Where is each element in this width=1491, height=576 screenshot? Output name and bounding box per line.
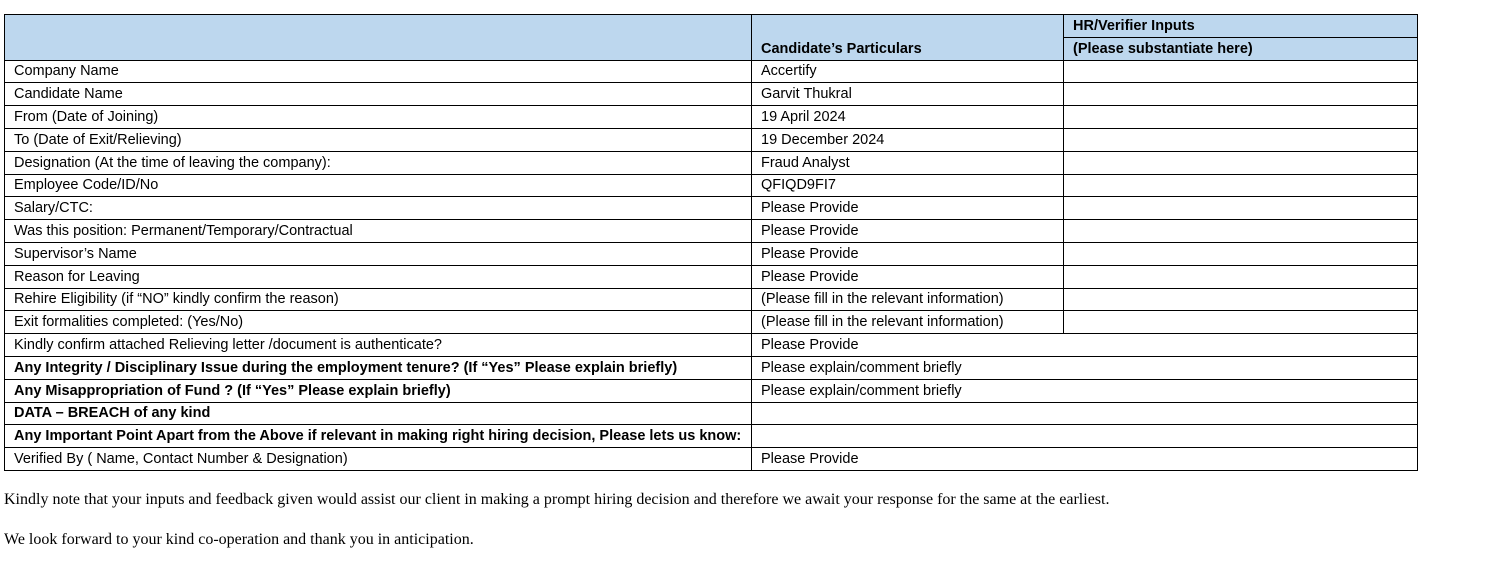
row-value: Please explain/comment briefly — [752, 379, 1418, 402]
row-label: Employee Code/ID/No — [5, 174, 752, 197]
table-row — [5, 197, 1418, 220]
header-particulars: Candidate’s Particulars — [752, 15, 1064, 61]
row-value: Fraud Analyst — [752, 151, 1064, 174]
table-row — [5, 379, 1418, 402]
table-row — [5, 151, 1418, 174]
row-label: Any Integrity / Disciplinary Issue during the employment tenure? (If “Yes” Please explain briefly) — [5, 356, 752, 379]
hr-input-cell[interactable] — [1064, 128, 1418, 151]
row-value — [752, 402, 1418, 425]
table-row — [5, 174, 1418, 197]
header-hr-inputs: HR/Verifier Inputs — [1064, 15, 1418, 38]
table-row — [5, 334, 1418, 357]
header-row — [5, 15, 1418, 38]
header-hr-substantiate: (Please substantiate here) — [1064, 37, 1418, 60]
table-row — [5, 60, 1418, 83]
table-row — [5, 265, 1418, 288]
row-label: To (Date of Exit/Relieving) — [5, 128, 752, 151]
hr-input-cell[interactable] — [1064, 83, 1418, 106]
row-label: Any Misappropriation of Fund ? (If “Yes” Please explain briefly) — [5, 379, 752, 402]
table-row — [5, 402, 1418, 425]
table-row — [5, 128, 1418, 151]
hr-input-cell[interactable] — [1064, 220, 1418, 243]
table-row — [5, 288, 1418, 311]
row-value: QFIQD9FI7 — [752, 174, 1064, 197]
note-thank-you: We look forward to your kind co-operation and thank you in anticipation. — [4, 531, 474, 548]
row-value: 19 December 2024 — [752, 128, 1064, 151]
table-row — [5, 356, 1418, 379]
row-label: Designation (At the time of leaving the company): — [5, 151, 752, 174]
hr-input-cell[interactable] — [1064, 197, 1418, 220]
row-value: Please Provide — [752, 242, 1064, 265]
row-value — [752, 425, 1418, 448]
row-label: Verified By ( Name, Contact Number & Designation) — [5, 448, 752, 471]
row-value: Please Provide — [752, 334, 1418, 357]
table-row — [5, 220, 1418, 243]
hr-input-cell[interactable] — [1064, 60, 1418, 83]
row-label: DATA – BREACH of any kind — [5, 402, 752, 425]
row-label: Reason for Leaving — [5, 265, 752, 288]
hr-input-cell[interactable] — [1064, 151, 1418, 174]
row-label: Rehire Eligibility (if “NO” kindly confirm the reason) — [5, 288, 752, 311]
row-label: Company Name — [5, 60, 752, 83]
table-row — [5, 242, 1418, 265]
row-label: Salary/CTC: — [5, 197, 752, 220]
table-row — [5, 311, 1418, 334]
row-label: From (Date of Joining) — [5, 106, 752, 129]
row-value: Accertify — [752, 60, 1064, 83]
row-value: Please Provide — [752, 448, 1418, 471]
hr-input-cell[interactable] — [1064, 174, 1418, 197]
row-value: Please Provide — [752, 265, 1064, 288]
table-row — [5, 106, 1418, 129]
header-blank-cell — [5, 15, 752, 61]
note-assist-client: Kindly note that your inputs and feedback given would assist our client in making a prompt hiring decision and therefore we await your response for the same at the earliest. — [4, 491, 1110, 508]
row-label: Supervisor’s Name — [5, 242, 752, 265]
table-row — [5, 425, 1418, 448]
row-value: Please Provide — [752, 220, 1064, 243]
row-label: Exit formalities completed: (Yes/No) — [5, 311, 752, 334]
row-label: Any Important Point Apart from the Above if relevant in making right hiring decision, Please lets us know: — [5, 425, 752, 448]
row-label: Candidate Name — [5, 83, 752, 106]
hr-input-cell[interactable] — [1064, 242, 1418, 265]
row-value: Please Provide — [752, 197, 1064, 220]
table-row — [5, 448, 1418, 471]
hr-input-cell[interactable] — [1064, 288, 1418, 311]
hr-input-cell[interactable] — [1064, 265, 1418, 288]
row-label: Kindly confirm attached Relieving letter /document is authenticate? — [5, 334, 752, 357]
table-row — [5, 83, 1418, 106]
row-value: (Please fill in the relevant information) — [752, 311, 1064, 334]
row-value: Garvit Thukral — [752, 83, 1064, 106]
row-value: Please explain/comment briefly — [752, 356, 1418, 379]
row-label: Was this position: Permanent/Temporary/Contractual — [5, 220, 752, 243]
row-value: 19 April 2024 — [752, 106, 1064, 129]
verification-table — [4, 14, 1418, 471]
row-value: (Please fill in the relevant information) — [752, 288, 1064, 311]
hr-input-cell[interactable] — [1064, 106, 1418, 129]
hr-input-cell[interactable] — [1064, 311, 1418, 334]
